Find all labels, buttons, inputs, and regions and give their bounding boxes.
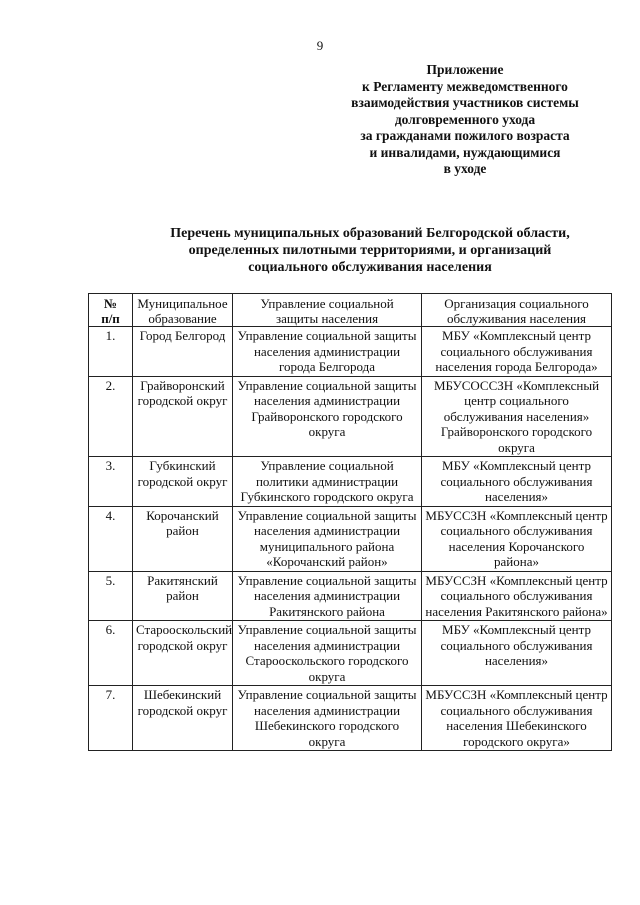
row-municipality: Ракитянский район (133, 571, 233, 621)
table-row (89, 506, 612, 571)
header-municipality (133, 294, 233, 327)
header-authority-line2: защиты населения (275, 311, 379, 326)
appendix-line: за гражданами пожилого возраста (360, 128, 570, 143)
appendix-line: взаимодействия участников системы (351, 95, 579, 110)
header-number-line1: № (103, 296, 118, 311)
table-row (89, 376, 612, 457)
row-number: 5. (89, 571, 133, 621)
row-organization: МБУ «Комплексный центр социального обслуживания населения» (422, 457, 612, 507)
row-number: 6. (89, 621, 133, 686)
table-row (89, 571, 612, 621)
page-number: 9 (316, 38, 324, 53)
table-row (89, 621, 612, 686)
header-organization-line2: обслуживания населения (446, 311, 587, 326)
header-municipality-line2: образование (148, 311, 217, 326)
row-municipality: Губкинский городской округ (133, 457, 233, 507)
header-organization (422, 294, 612, 327)
document-title (140, 225, 600, 276)
row-number: 2. (89, 376, 133, 457)
header-number (89, 294, 133, 327)
row-municipality: Шебекинский городской округ (133, 686, 233, 751)
row-municipality: Старооскольский городской округ (133, 621, 233, 686)
title-line: определенных пилотными территориями, и организаций (188, 243, 552, 258)
table-header-row (89, 294, 612, 327)
appendix-line: и инвалидами, нуждающимися (369, 144, 561, 160)
header-municipality-line1: Муниципальное (137, 296, 228, 311)
row-organization: МБУССЗН «Комплексный центр социального обслуживания населения Шебекинского городского округа» (422, 686, 612, 751)
header-authority (233, 294, 422, 327)
row-organization: МБУСОССЗН «Комплексный центр социального обслуживания населения» Грайворонского городского округа (422, 376, 612, 457)
appendix-line: долговременного ухода (394, 111, 536, 127)
row-authority: Управление социальной защиты населения администрации города Белгорода (233, 327, 422, 377)
row-number: 7. (89, 686, 133, 751)
row-organization: МБУССЗН «Комплексный центр социального обслуживания населения Корочанского района» (422, 506, 612, 571)
row-municipality: Город Белгород (133, 327, 233, 377)
appendix-heading (350, 62, 580, 178)
row-organization: МБУ «Комплексный центр социального обслуживания населения» (422, 621, 612, 686)
row-number: 3. (89, 457, 133, 507)
row-number: 4. (89, 506, 133, 571)
appendix-line: в уходе (443, 161, 487, 176)
row-number: 1. (89, 327, 133, 377)
row-municipality: Грайворонский городской округ (133, 376, 233, 457)
municipalities-table (88, 293, 612, 751)
table-row (89, 686, 612, 751)
title-line: социального обслуживания населения (248, 260, 492, 275)
title-line: Перечень муниципальных образований Белгородской области, (170, 226, 570, 241)
row-authority: Управление социальной защиты населения администрации Шебекинского городского округа (233, 686, 422, 751)
appendix-line: к Регламенту межведомственного (362, 78, 568, 94)
row-authority: Управление социальной защиты населения администрации муниципального района «Корочанский район» (233, 506, 422, 571)
table-row (89, 457, 612, 507)
header-number-line2: п/п (101, 311, 120, 326)
row-authority: Управление социальной политики администрации Губкинского городского округа (233, 457, 422, 507)
row-municipality: Корочанский район (133, 506, 233, 571)
row-organization: МБУ «Комплексный центр социального обслуживания населения города Белгорода» (422, 327, 612, 377)
header-organization-line1: Организация социального (444, 296, 589, 311)
header-authority-line1: Управление социальной (260, 296, 394, 311)
row-authority: Управление социальной защиты населения администрации Грайворонского городского округа (233, 376, 422, 457)
table-row (89, 327, 612, 377)
row-authority: Управление социальной защиты населения администрации Старооскольского городского округа (233, 621, 422, 686)
row-authority: Управление социальной защиты населения администрации Ракитянского района (233, 571, 422, 621)
appendix-line: Приложение (426, 62, 504, 77)
row-organization: МБУССЗН «Комплексный центр социального обслуживания населения Ракитянского района» (422, 571, 612, 621)
